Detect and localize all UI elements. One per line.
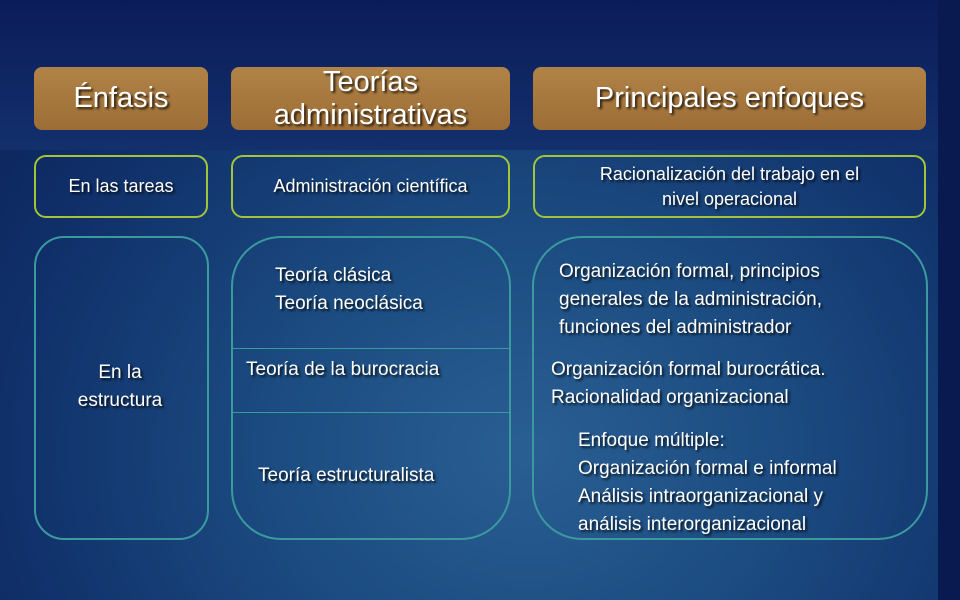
- enfoque-multiple-text: Enfoque múltiple: Organización formal e informal Análisis intraorganizacional y análisis interorganizacional: [578, 430, 837, 535]
- teoria-clasica-neoclasica-text: Teoría clásica Teoría neoclásica: [275, 265, 423, 314]
- teorias-divider-1: [232, 348, 510, 349]
- header-enfasis: Énfasis: [34, 67, 208, 130]
- header-principales-enfoques: Principales enfoques: [533, 67, 926, 130]
- enfoque-burocratico-text: Organización formal burocrática. Racionalidad organizacional: [551, 359, 826, 408]
- enfoque-organizacion-formal-text: Organización formal, principios generales de la administración, funciones del administrador: [559, 261, 822, 338]
- enfasis-tareas-box: En las tareas: [34, 155, 208, 218]
- administracion-cientifica-box: Administración científica: [231, 155, 510, 218]
- teoria-burocracia-text: Teoría de la burocracia: [246, 359, 440, 380]
- header-teorias-administrativas: Teorías administrativas: [231, 67, 510, 130]
- right-edge-strip: [938, 0, 960, 600]
- teoria-estructuralista-text: Teoría estructuralista: [258, 465, 435, 486]
- enfasis-estructura-text: En la estructura: [77, 362, 163, 411]
- teorias-divider-2: [232, 412, 510, 413]
- racionalizacion-trabajo-box: Racionalización del trabajo en el nivel operacional: [533, 155, 926, 218]
